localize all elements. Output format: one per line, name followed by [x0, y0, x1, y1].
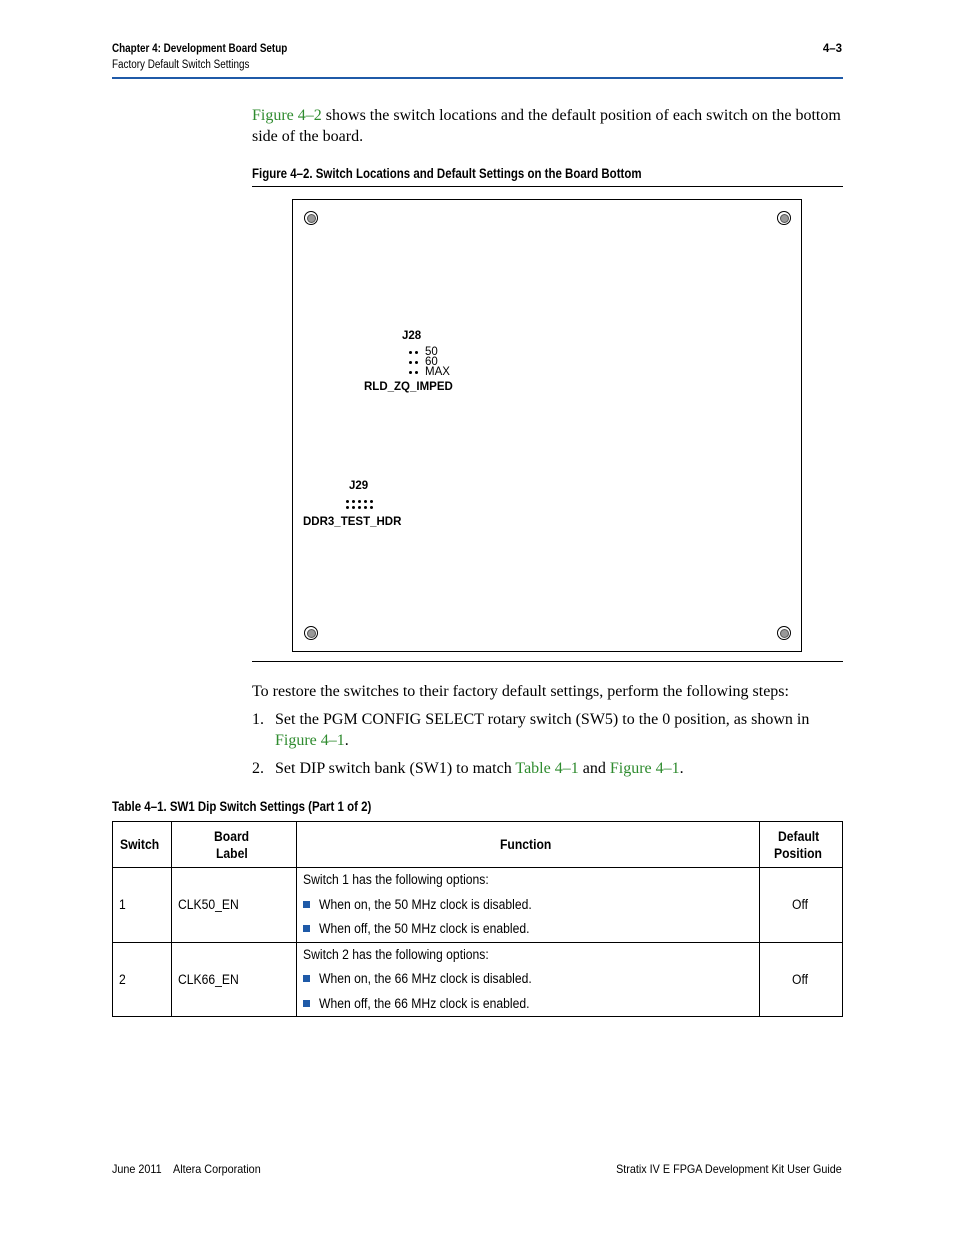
chapter-title: Chapter 4: Development Board Setup	[112, 43, 288, 55]
j28-ref: J28	[402, 330, 422, 342]
table-4-1-link[interactable]: Table 4–1	[515, 760, 579, 777]
figure-caption: Figure 4–2. Switch Locations and Default Settings on the Board Bottom	[252, 166, 642, 181]
bullet-icon	[303, 975, 310, 982]
mounting-hole-top-left	[304, 211, 318, 225]
figure-4-1-link[interactable]: Figure 4–1	[609, 760, 680, 777]
footer-left: June 2011 Altera Corporation	[112, 1162, 261, 1176]
header-default-position: Default Position	[760, 822, 843, 868]
cell-function: Switch 1 has the following options: When on, the 50 MHz clock is disabled. When off, the 50 MHz clock is enabled.	[297, 868, 760, 943]
header-function: Function	[297, 822, 760, 868]
mounting-hole-top-right	[777, 211, 791, 225]
cell-default: Off	[760, 868, 843, 943]
figure-4-1-link[interactable]: Figure 4–1	[275, 731, 345, 749]
restore-paragraph: To restore the switches to their factory default settings, perform the following steps:	[252, 683, 789, 700]
intro-text: shows the switch locations and the default position of each switch on the bottom side of the board.	[252, 107, 841, 145]
table-caption: Table 4–1. SW1 Dip Switch Settings (Part 1 of 2)	[112, 799, 372, 814]
figure-bottom-rule	[252, 661, 843, 662]
cell-board-label: CLK66_EN	[172, 942, 297, 1017]
cell-switch: 2	[113, 942, 172, 1017]
header-rule	[112, 77, 843, 79]
mounting-hole-bottom-left	[304, 626, 318, 640]
intro-paragraph	[252, 106, 844, 147]
cell-default: Off	[760, 942, 843, 1017]
step-text: Set the PGM CONFIG SELECT rotary switch (SW5) to the 0 position, as shown in	[275, 711, 810, 728]
step-text: Set DIP switch bank (SW1) to match	[275, 760, 516, 777]
sw1-settings-table	[112, 821, 843, 1017]
table-row	[113, 942, 843, 1017]
j28-position-50: 50	[425, 346, 438, 358]
cell-board-label: CLK50_EN	[172, 868, 297, 943]
page-number: 4–3	[822, 43, 842, 55]
j28-position-max: MAX	[425, 366, 450, 378]
cell-switch: 1	[113, 868, 172, 943]
table-header-row	[113, 822, 843, 868]
table-row	[113, 868, 843, 943]
bullet-icon	[303, 1000, 310, 1007]
figure-4-2-link[interactable]: Figure 4–2	[252, 107, 322, 124]
step-end: .	[344, 731, 349, 749]
mounting-hole-bottom-right	[777, 626, 791, 640]
board-bottom-diagram	[292, 199, 802, 652]
j28-position-60: 60	[425, 356, 438, 368]
header-switch: Switch	[113, 822, 172, 868]
step-mid: and	[578, 760, 610, 777]
step-number: 2.	[252, 760, 264, 777]
figure-top-rule	[252, 186, 843, 187]
cell-function: Switch 2 has the following options: When on, the 66 MHz clock is disabled. When off, the 66 MHz clock is enabled.	[297, 942, 760, 1017]
step-end: .	[679, 760, 684, 777]
bullet-icon	[303, 901, 310, 908]
j29-ref: J29	[349, 480, 369, 492]
section-title: Factory Default Switch Settings	[112, 59, 250, 71]
bullet-icon	[303, 925, 310, 932]
footer-right: Stratix IV E FPGA Development Kit User Guide	[616, 1162, 842, 1176]
header-board-label: Board Label	[172, 822, 297, 868]
j28-label: RLD_ZQ_IMPED	[364, 381, 453, 393]
step-number: 1.	[252, 711, 264, 728]
j29-label: DDR3_TEST_HDR	[303, 516, 402, 528]
